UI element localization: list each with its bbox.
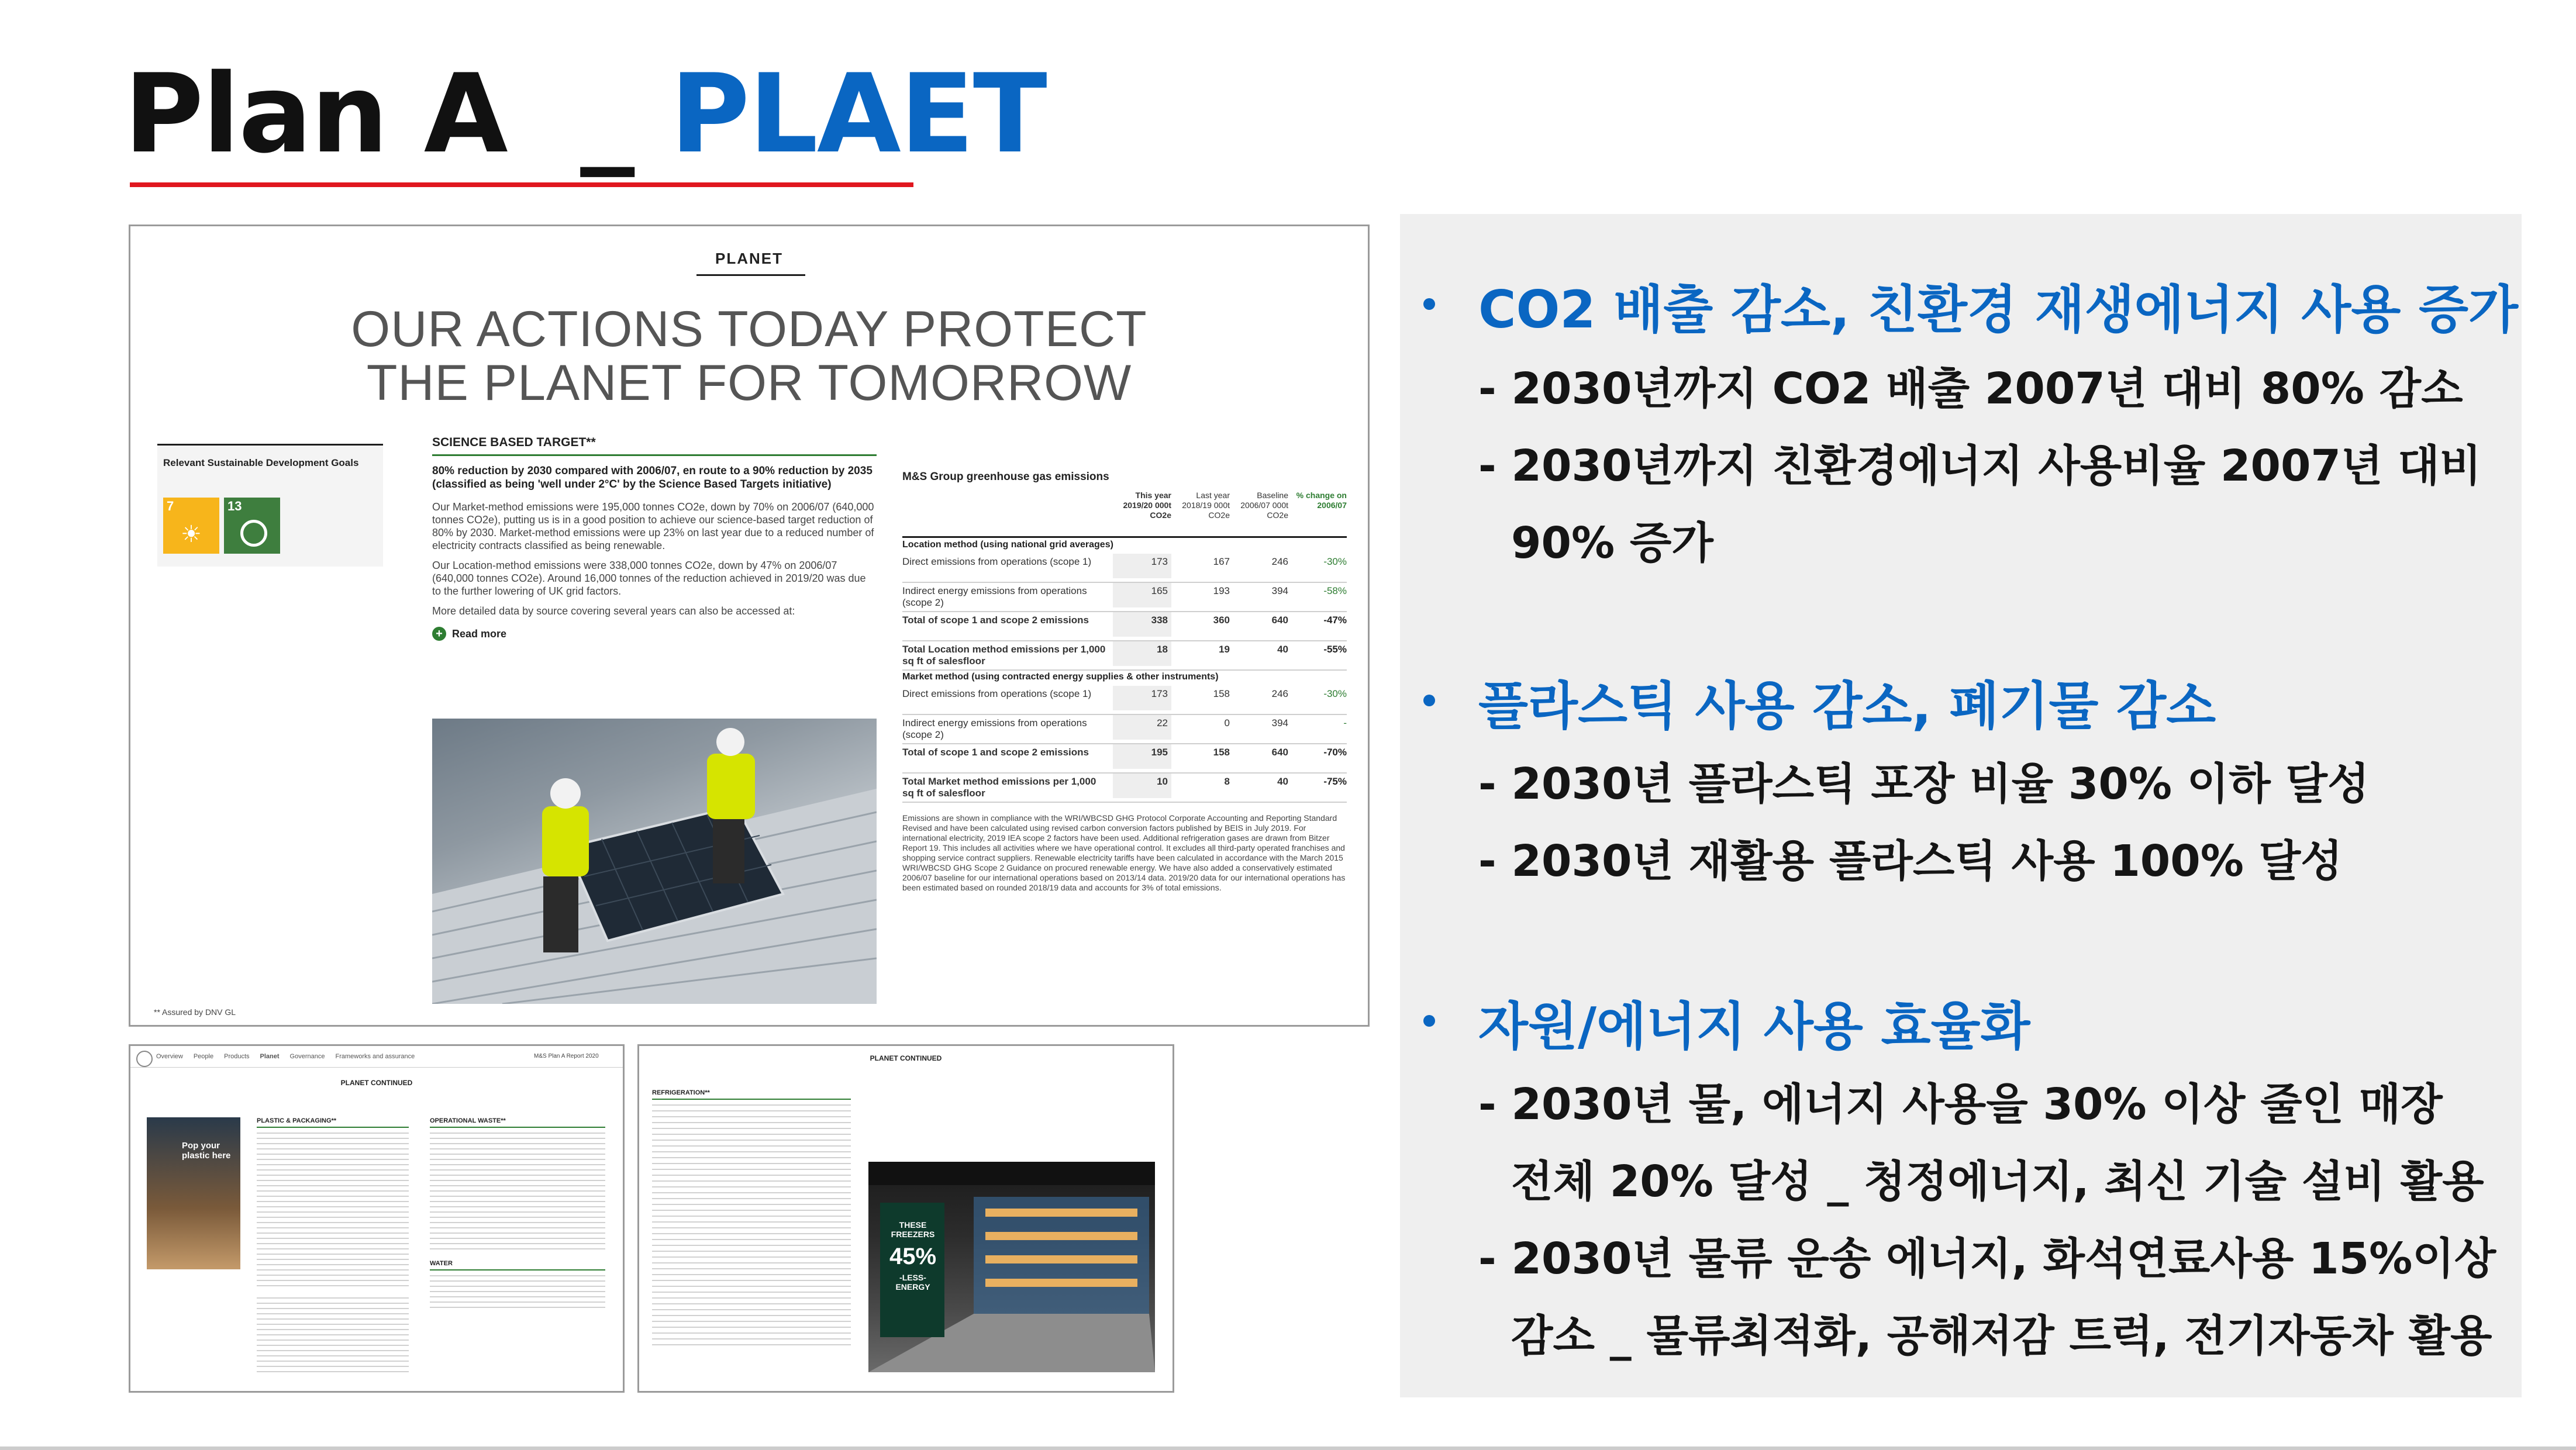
slide-bottom-border bbox=[0, 1446, 2576, 1450]
report-section-label: PLANET bbox=[715, 250, 783, 267]
nav-item-overview[interactable]: Overview bbox=[156, 1053, 183, 1060]
table-title: M&S Group greenhouse gas emissions bbox=[902, 471, 1109, 483]
bullet-1-line-1: - 2030년까지 CO2 배출 2007년 대비 80% 감소 bbox=[1478, 364, 2463, 414]
table-row bbox=[902, 641, 1347, 671]
water-text-block bbox=[430, 1275, 605, 1310]
value-baseline: 640 bbox=[1271, 614, 1288, 626]
page3-section: PLANET CONTINUED bbox=[870, 1054, 942, 1062]
nav-item-planet[interactable]: Planet bbox=[260, 1053, 280, 1060]
value-change: -55% bbox=[1323, 644, 1347, 655]
row-label: Indirect energy emissions from operations (scope 2) bbox=[902, 717, 1087, 740]
value-baseline: 246 bbox=[1271, 688, 1288, 699]
value-this-year: 10 bbox=[1113, 774, 1171, 798]
value-baseline: 40 bbox=[1277, 776, 1288, 787]
bullet-3-line-4: 감소 _ 물류최적화, 공해저감 트럭, 전기자동차 활용 bbox=[1511, 1311, 2492, 1361]
summary-panel bbox=[1400, 214, 2522, 1397]
value-last-year: 158 bbox=[1213, 747, 1230, 758]
plus-icon: + bbox=[432, 627, 446, 641]
value-last-year: 0 bbox=[1224, 717, 1230, 729]
title-prefix: Plan A bbox=[124, 50, 507, 177]
value-last-year: 8 bbox=[1224, 776, 1230, 787]
title-separator: _ bbox=[580, 50, 634, 177]
row-label: Direct emissions from operations (scope 1) bbox=[902, 556, 1092, 567]
value-change: -47% bbox=[1323, 614, 1347, 626]
solar-photo-illustration bbox=[432, 719, 877, 1004]
report-label: M&S Plan A Report 2020 bbox=[534, 1053, 599, 1059]
report-page-planet-continued-3 bbox=[637, 1044, 1174, 1393]
value-change: -70% bbox=[1323, 747, 1347, 758]
table-row bbox=[902, 612, 1347, 641]
plastic-text-block bbox=[257, 1133, 409, 1290]
sdg13-tile bbox=[224, 498, 280, 554]
refrigeration-text-block bbox=[652, 1104, 851, 1350]
sbt-column bbox=[432, 436, 877, 641]
market-rows bbox=[902, 686, 1347, 803]
nav-item-frameworks-and-assurance[interactable]: Frameworks and assurance bbox=[335, 1053, 415, 1060]
sdg-title: Relevant Sustainable Development Goals bbox=[163, 457, 359, 468]
waste-text-block bbox=[430, 1133, 605, 1249]
value-this-year: 18 bbox=[1113, 641, 1171, 666]
value-baseline: 394 bbox=[1271, 717, 1288, 729]
sbt-paragraph-3: More detailed data by source covering several years can also be accessed at: bbox=[432, 605, 795, 617]
logo-icon bbox=[136, 1051, 153, 1067]
value-last-year: 167 bbox=[1213, 556, 1230, 567]
value-baseline: 640 bbox=[1271, 747, 1288, 758]
row-label: Total of scope 1 and scope 2 emissions bbox=[902, 747, 1089, 758]
section-rule bbox=[696, 274, 805, 276]
bullet-1-line-3: 90% 증가 bbox=[1511, 518, 1713, 568]
sdg-box bbox=[157, 444, 383, 567]
page2-section: PLANET CONTINUED bbox=[340, 1079, 413, 1087]
solar-panel-photo bbox=[432, 719, 877, 1004]
nav-item-products[interactable]: Products bbox=[224, 1053, 250, 1060]
plastic-heading: PLASTIC & PACKAGING** bbox=[257, 1117, 337, 1124]
table-row bbox=[902, 583, 1347, 612]
value-this-year: 173 bbox=[1113, 686, 1171, 710]
table-row bbox=[902, 715, 1347, 744]
value-change: -58% bbox=[1323, 585, 1347, 596]
value-this-year: 173 bbox=[1113, 554, 1171, 578]
sbt-bold: 80% reduction by 2030 compared with 2006/07, en route to a 90% reduction by 2035 (classified as being 'well under 2°C' by the Science Based Targets initiative) bbox=[432, 465, 873, 491]
sbt-paragraph-2: Our Location-method emissions were 338,000 tonnes CO2e, down by 47% on 2006/07 (640,000 tonnes CO2e). Around 16,000 tonnes of the reduction achieved in 2019/20 was due to the further lowering of UK grid factors. bbox=[432, 560, 866, 597]
report-page-planet-continued-2 bbox=[129, 1044, 625, 1393]
sbt-paragraph-1: Our Market-method emissions were 195,000 tonnes CO2e, down by 70% on 2006/07 (640,000 tonnes CO2e), putting us is in a good position to achieve our science-based target reduction of 80% by 2030. Market-method emissions were up 23% on last year due to a reduced number of electricity contracts classified as being renewable. bbox=[432, 501, 874, 551]
row-label: Total of scope 1 and scope 2 emissions bbox=[902, 614, 1089, 626]
report-page-planet bbox=[129, 225, 1370, 1027]
water-heading: WATER bbox=[430, 1260, 453, 1267]
emissions-table bbox=[902, 471, 1347, 892]
value-change: -30% bbox=[1323, 688, 1347, 699]
bullet-1-line-2: - 2030년까지 친환경에너지 사용비율 2007년 대비 bbox=[1478, 441, 2482, 491]
table-header bbox=[902, 491, 1347, 535]
market-method-header: Market method (using contracted energy supplies & other instruments) bbox=[902, 672, 1219, 682]
bullet-3-line-2: 전체 20% 달성 _ 청정에너지, 최신 기술 설비 활용 bbox=[1511, 1156, 2484, 1207]
value-last-year: 360 bbox=[1213, 614, 1230, 626]
bullet-dot-3 bbox=[1423, 1015, 1435, 1027]
assured-note: ** Assured by DNV GL bbox=[154, 1007, 236, 1017]
page-nav bbox=[156, 1053, 425, 1060]
value-this-year: 22 bbox=[1113, 715, 1171, 740]
headline-line-1: OUR ACTIONS TODAY PROTECT bbox=[351, 301, 1147, 357]
bullet-3-line-1: - 2030년 물, 에너지 사용을 30% 이상 줄인 매장 bbox=[1478, 1079, 2443, 1130]
sdg13-number: 13 bbox=[227, 499, 242, 513]
col-baseline: Baseline 2006/07 000t CO2e bbox=[1240, 491, 1288, 520]
refrigeration-heading: REFRIGERATION** bbox=[652, 1089, 710, 1096]
row-label: Total Market method emissions per 1,000 sq ft of salesfloor bbox=[902, 776, 1096, 799]
table-footnote: Emissions are shown in compliance with the WRI/WBCSD GHG Protocol Corporate Accounting and Reporting Standard Revised and have been calculated using revised carbon conversion factors published by BEIS in July 2019. For international electricity, 2019 IEA scope 2 factors have been used. Additional refrigeration gases are drawn from Bitzer Report 19. This includes all activities where we have operational control. It excludes all third-party operated franchises and shopping service contract suppliers. Renewable electricity tariffs have been calculated in accordance with the March 2015 WRI/WBCSD GHG Scope 2 Guidance on procured renewable energy. We have also added a conservatively estimated 2006/07 baseline for our international operations based on 2013/14 data. 2019/20 data for our international operations has been estimated based on rounded 2018/19 data and accounts for 3% of total emissions. bbox=[902, 813, 1346, 892]
sdg7-number: 7 bbox=[167, 499, 174, 513]
bullet-2-line-1: - 2030년 플라스틱 포장 비율 30% 이하 달성 bbox=[1478, 759, 2370, 809]
value-last-year: 193 bbox=[1213, 585, 1230, 596]
bullet-heading-2: 플라스틱 사용 감소, 폐기물 감소 bbox=[1478, 676, 2216, 736]
location-rows bbox=[902, 554, 1347, 671]
title-name: PLAET bbox=[670, 50, 1046, 177]
bullet-dot-2 bbox=[1423, 695, 1435, 706]
row-label: Total Location method emissions per 1,000 sq ft of salesfloor bbox=[902, 644, 1106, 667]
title-underline bbox=[130, 182, 913, 187]
photo-caption: Pop your plastic here bbox=[182, 1141, 231, 1161]
slide-title bbox=[124, 47, 1046, 181]
read-more-link[interactable] bbox=[432, 627, 877, 641]
value-last-year: 19 bbox=[1219, 644, 1230, 655]
nav-item-governance[interactable]: Governance bbox=[289, 1053, 325, 1060]
bullet-3-line-3: - 2030년 물류 운송 에너지, 화석연료사용 15%이상 bbox=[1478, 1234, 2496, 1284]
value-baseline: 40 bbox=[1277, 644, 1288, 655]
sun-icon: ☀ bbox=[181, 522, 202, 547]
location-method-header: Location method (using national grid averages) bbox=[902, 540, 1113, 550]
value-baseline: 246 bbox=[1271, 556, 1288, 567]
bullet-heading-1: CO2 배출 감소, 친환경 재생에너지 사용 증가 bbox=[1478, 279, 2518, 340]
value-this-year: 165 bbox=[1113, 583, 1171, 607]
col-last-year: Last year 2018/19 000t CO2e bbox=[1182, 491, 1230, 520]
headline-line-2: THE PLANET FOR TOMORROW bbox=[366, 355, 1132, 411]
table-row bbox=[902, 686, 1347, 715]
value-change: - bbox=[1343, 717, 1347, 729]
value-last-year: 158 bbox=[1213, 688, 1230, 699]
freezer-label-2: 45% bbox=[889, 1244, 937, 1269]
table-row bbox=[902, 554, 1347, 583]
value-this-year: 338 bbox=[1113, 612, 1171, 637]
waste-heading: OPERATIONAL WASTE** bbox=[430, 1117, 506, 1124]
read-more-label: Read more bbox=[452, 627, 507, 640]
col-this-year: This year 2019/20 000t CO2e bbox=[1123, 491, 1171, 520]
report-headline bbox=[130, 302, 1368, 410]
col-change: % change on 2006/07 bbox=[1296, 491, 1347, 510]
value-baseline: 394 bbox=[1271, 585, 1288, 596]
table-row bbox=[902, 744, 1347, 774]
store-freezer-photo bbox=[868, 1162, 1155, 1372]
sbt-heading: SCIENCE BASED TARGET** bbox=[432, 436, 596, 449]
value-change: -30% bbox=[1323, 556, 1347, 567]
sdg7-tile bbox=[163, 498, 219, 554]
freezer-label-1: THESE FREEZERS bbox=[891, 1220, 935, 1239]
bullet-dot-1 bbox=[1423, 298, 1435, 310]
value-change: -75% bbox=[1323, 776, 1347, 787]
plastic-text-block-2 bbox=[257, 1297, 409, 1373]
freezer-label-3: -LESS- ENERGY bbox=[895, 1273, 930, 1292]
plastic-photo bbox=[147, 1117, 240, 1269]
row-label: Indirect energy emissions from operations (scope 2) bbox=[902, 585, 1087, 608]
bullet-heading-3: 자원/에너지 사용 효율화 bbox=[1478, 996, 2030, 1057]
value-this-year: 195 bbox=[1113, 744, 1171, 769]
table-row bbox=[902, 774, 1347, 803]
row-label: Direct emissions from operations (scope 1) bbox=[902, 688, 1092, 699]
bullet-2-line-2: - 2030년 재활용 플라스틱 사용 100% 달성 bbox=[1478, 836, 2343, 886]
eye-globe-icon bbox=[240, 520, 267, 547]
nav-item-people[interactable]: People bbox=[193, 1053, 214, 1060]
